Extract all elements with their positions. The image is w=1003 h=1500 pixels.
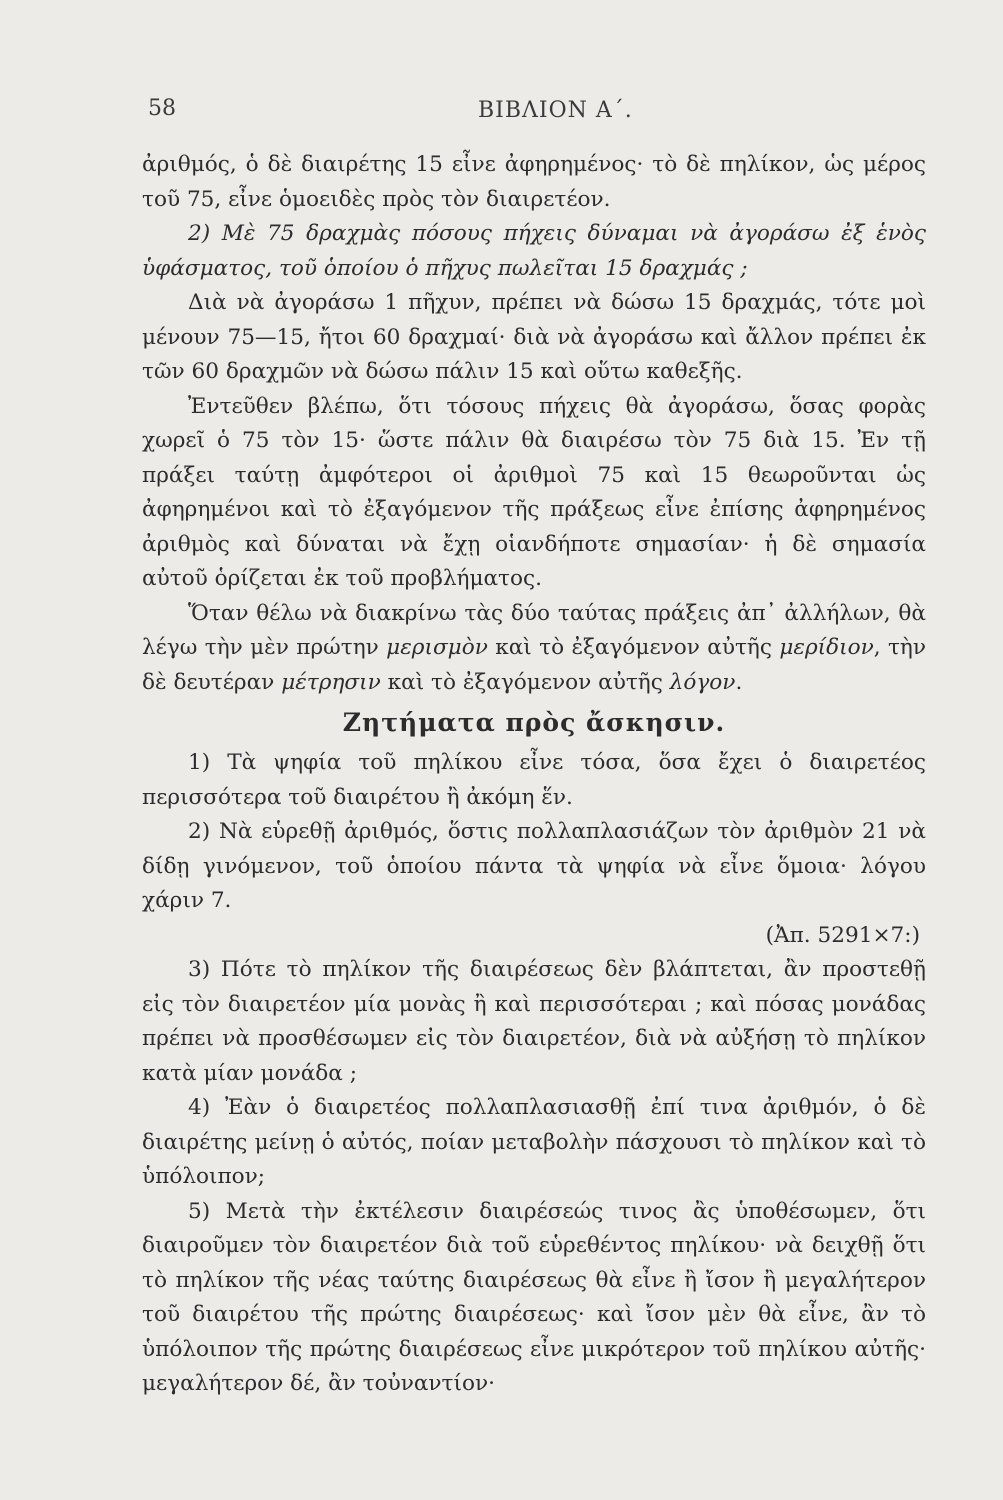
book-title: ΒΙΒΛΙΟΝ Α΄. [478, 98, 633, 123]
exercise-2-answer: (Ἀπ. 5291×7:) [765, 922, 920, 948]
term-metresis: μέτρησιν [281, 669, 381, 695]
running-head [148, 96, 923, 136]
page-body [142, 148, 926, 1402]
exercise-5: 5) Μετὰ τὴν ἐκτέλεσιν διαιρέσεώς τινος ἂς ὑποθέσωμεν, ὅτι διαιροῦμεν τὸν διαιρετέον διὰ τοῦ εὑρεθέντος πηλίκου· νὰ δειχθῇ ὅτι τὸ πηλίκον τῆς νέας ταύτης διαιρέσεως θὰ εἶνε ἢ ἴσον ἢ μεγαλήτερον τοῦ διαιρέτου τῆς πρώτης διαιρέσεως· καὶ ἴσον μὲν θὰ εἶνε, ἂν τὸ ὑπόλοιπον τῆς πρώτης διαιρέσεως εἶνε μικρότερον τοῦ πηλίκου αὐτῆς· μεγαλήτερον δέ, ἂν τοὐναντίον· [142, 1198, 926, 1396]
paragraph-continuation: ἀριθμός, ὁ δὲ διαιρέτης 15 εἶνε ἀφηρημένος· τὸ δὲ πηλίκον, ὡς μέρος τοῦ 75, εἶνε ὁμοειδὲς πρὸς τὸν διαιρετέον. [142, 152, 926, 212]
exercise-3: 3) Πότε τὸ πηλίκον τῆς διαιρέσεως δὲν βλάπτεται, ἂν προστεθῇ εἰς τὸν διαιρετέον μία μονὰς ἢ καὶ περισσότεραι ; καὶ πόσας μονάδας πρέπει νὰ προσθέσωμεν εἰς τὸν διαιρετέον, διὰ νὰ αὐξήσῃ τὸ πηλίκον κατὰ μίαν μονάδα ; [142, 957, 926, 1086]
definition-text: . [735, 669, 743, 695]
problem-2: 2) Μὲ 75 δραχμὰς πόσους πήχεις δύναμαι νὰ ἀγοράσω ἐξ ἑνὸς ὑφάσματος, τοῦ ὁποίου ὁ πῆχυς πωλεῖται 15 δραχμάς ; [142, 221, 926, 281]
paragraph-solution: Διὰ νὰ ἀγοράσω 1 πῆχυν, πρέπει νὰ δώσω 15 δραχμάς, τότε μοὶ μένουν 75—15, ἤτοι 60 δραχμαί· διὰ νὰ ἀγοράσω καὶ ἄλλον πρέπει ἐκ τῶν 60 δραχμῶν νὰ δώσω πάλιν 15 καὶ οὕτω καθεξῆς. [142, 290, 926, 384]
exercise-1: 1) Τὰ ψηφία τοῦ πηλίκου εἶνε τόσα, ὅσα ἔχει ὁ διαιρετέος περισσότερα τοῦ διαιρέτου ἢ ἀκόμη ἕν. [142, 750, 926, 810]
exercise-2: 2) Νὰ εὑρεθῇ ἀριθμός, ὅστις πολλαπλασιάζων τὸν ἀριθμὸν 21 νὰ δίδῃ γινόμενον, τοῦ ὁποίου πάντα τὰ ψηφία νὰ εἶνε ὅμοια· λόγου χάριν 7. [142, 819, 926, 913]
paragraph-explanation: Ἐντεῦθεν βλέπω, ὅτι τόσους πήχεις θὰ ἀγοράσω, ὅσας φορὰς χωρεῖ ὁ 75 τὸν 15· ὥστε πάλιν θὰ διαιρέσω τὸν 75 διὰ 15. Ἐν τῇ πράξει ταύτῃ ἀμφότεροι οἱ ἀριθμοὶ 75 καὶ 15 θεωροῦνται ὡς ἀφηρημένοι καὶ τὸ ἐξαγόμενον τῆς πράξεως εἶνε ἐπίσης ἀφηρημένος ἀριθμὸς καὶ δύναται νὰ ἔχῃ οἱανδήποτε σημασίαν· ἡ δὲ σημασία αὐτοῦ ὁρίζεται ἐκ τοῦ προβλήματος. [142, 393, 926, 591]
definition-text: καὶ τὸ ἐξαγόμενον αὐτῆς [387, 669, 663, 695]
definition-text: Ὅταν θέλω νὰ διακρίνω τὰς δύο ταύτας πράξεις ἀπ᾽ ἀλλήλων, θὰ λέγω τὴν μὲν πρώτην [142, 600, 926, 660]
term-meridion: μερίδιον [779, 635, 874, 660]
paragraph-definitions [142, 597, 926, 701]
section-heading: Ζητήματα πρὸς ἄσκησιν. [342, 708, 726, 737]
definition-text: , τὴν δὲ δευτέραν [142, 635, 926, 695]
page-number: 58 [148, 96, 176, 121]
definition-text: καὶ τὸ ἐξαγόμενον αὐτῆς [495, 635, 772, 660]
exercise-4: 4) Ἐὰν ὁ διαιρετέος πολλαπλασιασθῇ ἐπί τινα ἀριθμόν, ὁ δὲ διαιρέτης μείνῃ ὁ αὐτός, ποίαν μεταβολὴν πάσχουσι τὸ πηλίκον καὶ τὸ ὑπόλοιπον; [142, 1095, 926, 1189]
term-merismos: μερισμὸν [386, 635, 488, 660]
term-logos: λόγον [669, 669, 736, 695]
